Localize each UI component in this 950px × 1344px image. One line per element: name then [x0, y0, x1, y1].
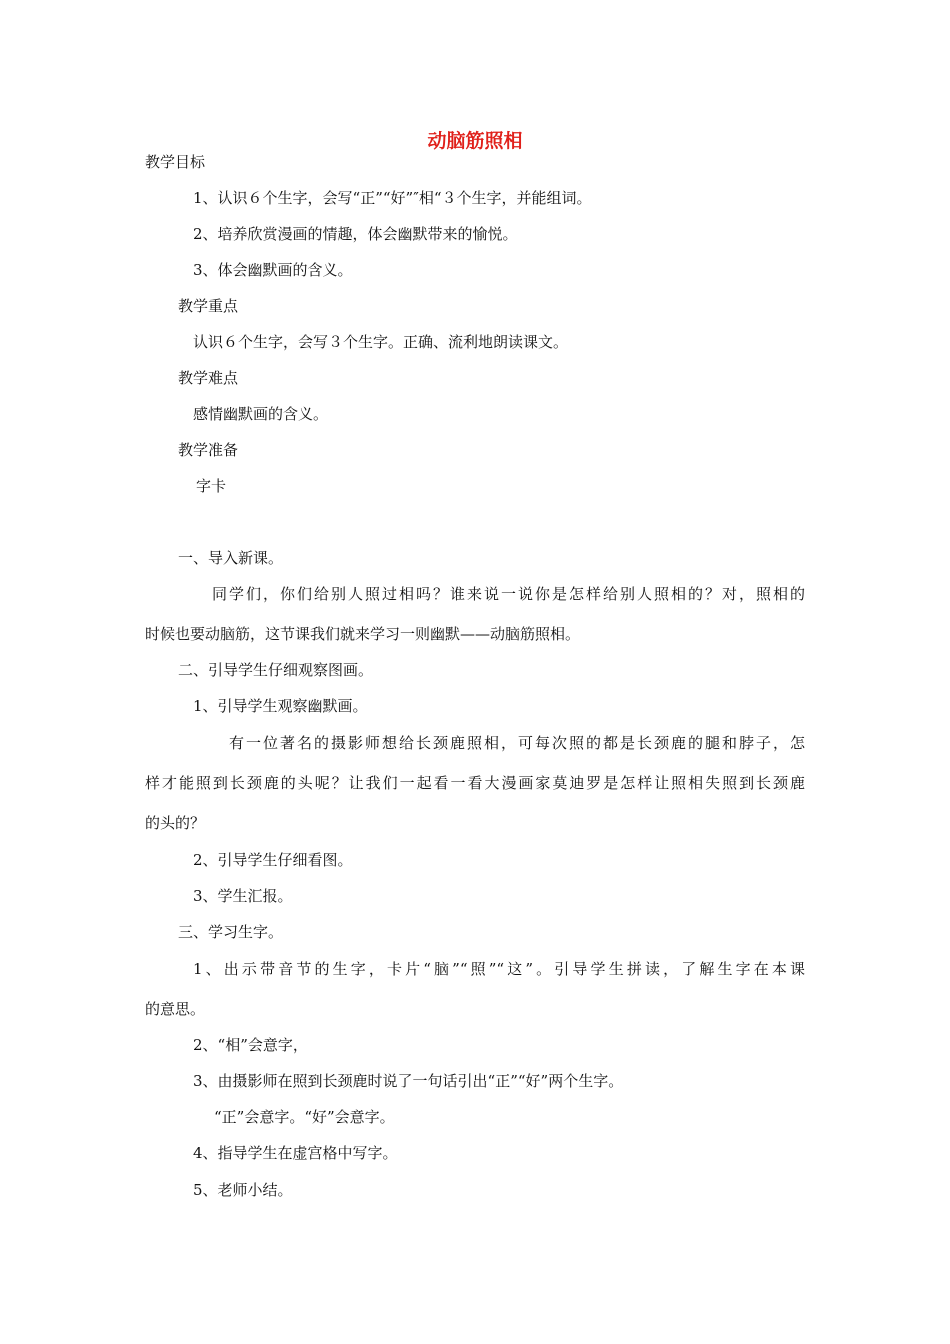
section2-item: 1、引导学生观察幽默画。 — [193, 697, 368, 715]
section1-heading: 一、导入新课。 — [178, 549, 284, 567]
section2-paragraph-line: 有一位著名的摄影师想给长颈鹿照相，可每次照的都是长颈鹿的腿和脖子，怎 — [229, 734, 805, 752]
page-title: 动脑筋照相 — [427, 130, 523, 152]
section3-item: 3、由摄影师在照到长颈鹿时说了一句话引出“正”“好”两个生字。 — [193, 1072, 624, 1090]
section2-item: 2、引导学生仔细看图。 — [193, 851, 353, 869]
section1-paragraph-line: 同学们，你们给别人照过相吗？谁来说一说你是怎样给别人照相的？对，照相的 — [212, 585, 805, 603]
section3-item: 2、“相”会意字， — [193, 1036, 308, 1054]
section2-heading: 二、引导学生仔细观察图画。 — [178, 661, 374, 679]
preparation-heading: 教学准备 — [178, 441, 239, 459]
preparation-text: 字卡 — [196, 477, 227, 495]
objective-item: 1、认识６个生字，会写“正”“好”″相“３个生字，并能组词。 — [193, 189, 592, 207]
section2-paragraph-line: 样才能照到长颈鹿的头呢？让我们一起看一看大漫画家莫迪罗是怎样让照相失照到长颈鹿 — [145, 774, 805, 792]
section3-item-line: 1、出示带音节的生字，卡片“脑”“照”“这”。引导学生拼读，了解生字在本课 — [193, 960, 805, 978]
objectives-heading: 教学目标 — [145, 153, 206, 171]
section3-note: “正”会意字。“好”会意字。 — [214, 1108, 395, 1126]
section1-paragraph-line: 时候也要动脑筋，这节课我们就来学习一则幽默——动脑筋照相。 — [145, 625, 581, 643]
objective-item: 2、培养欣赏漫画的情趣，体会幽默带来的愉悦。 — [193, 225, 518, 243]
objective-item: 3、体会幽默画的含义。 — [193, 261, 353, 279]
section3-item: 5、老师小结。 — [193, 1181, 293, 1199]
difficulties-text: 感情幽默画的含义。 — [193, 405, 329, 423]
key-points-heading: 教学重点 — [178, 297, 239, 315]
section3-item: 4、指导学生在虚宫格中写字。 — [193, 1144, 398, 1162]
section3-item-line: 的意思。 — [145, 1000, 206, 1018]
section2-item: 3、学生汇报。 — [193, 887, 293, 905]
section3-heading: 三、学习生字。 — [178, 923, 284, 941]
key-points-text: 认识６个生字，会写３个生字。正确、流利地朗读课文。 — [193, 333, 569, 351]
difficulties-heading: 教学难点 — [178, 369, 239, 387]
section2-paragraph-line: 的头的？ — [145, 814, 206, 832]
